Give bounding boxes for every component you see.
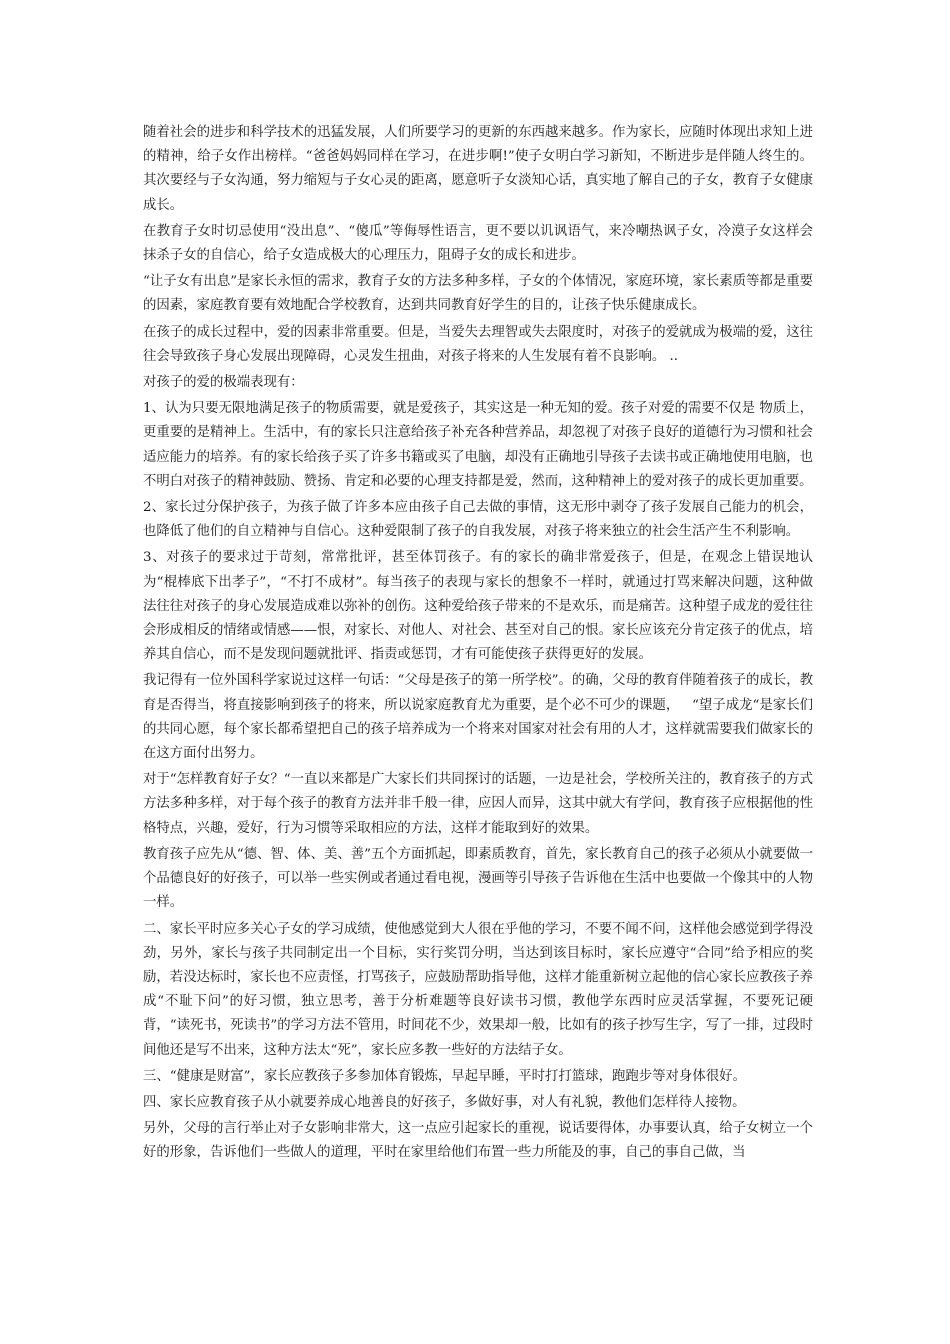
- document-body: [143, 121, 813, 1168]
- paragraph-14: 四、家长应教育孩子从小就要养成心地善良的好孩子，多做好事，对人有礼貌，教他们怎样待人接物。: [143, 1094, 746, 1110]
- paragraph-9: 我记得有一位外国科学家说过这样一句话：“父母是孩子的第一所学校”。的确，父母的教育伴随着孩子的成长，教育是否得当，将直接影响到孩子的将来，所以说家庭教育尤为重要，是个必不可少的课题， “望子成龙“是家长们的共同心愿，每个家长都希望把自己的孩子培养成为一个将来对国家对社会有用的人才，这样就需要我们做家长的在这方面付出努力。: [143, 673, 813, 762]
- paragraph-1: 随着社会的进步和科学技术的迅猛发展，人们所要学习的更新的东西越来越多。作为家长，应随时体现出求知上进的精神，给子女作出榜样。“爸爸妈妈同样在学习，在进步啊!”使子女明白学习新知，不断进步是伴随人终生的。其次要经与子女沟通，努力缩短与子女心灵的距离，愿意听子女淡知心话，真实地了解自己的子女，教育子女健康成长。: [143, 125, 813, 213]
- paragraph-4: 在孩子的成长过程中，爱的因素非常重要。但是，当爱失去理智或失去限度时，对孩子的爱就成为极端的爱，这往往会导致孩子身心发展出现障碍，心灵发生扭曲，对孩子将来的人生发展有着不良影响。 ..: [143, 324, 813, 364]
- paragraph-13: 三、“健康是财富”，家长应教孩子多参加体育锻炼，早起早睡，平时打打篮球，跑跑步等对身体很好。: [143, 1068, 746, 1084]
- paragraph-15: 另外，父母的言行举止对子女影响非常大，这一点应引起家长的重视，说话要得体，办事要认真，给子女树立一个好的形象，告诉他们一些做人的道理，平时在家里给他们布置一些力所能及的事，自己的事自己做，当: [143, 1121, 813, 1161]
- paragraph-2: 在教育子女时切忌使用“没出息”、“傻瓜”等侮辱性语言，更不要以讥讽语气，来冷嘲热讽子女，冷漠子女这样会抹杀子女的自信心，给子女造成极大的心理压力，阻碍子女的成长和进步。: [143, 223, 813, 264]
- paragraph-11: 教育孩子应先从“德、智、体、美、善”五个方面抓起，即素质教育，首先，家长教育自己的孩子必须从小就要做一个品德良好的好孩子，可以举一些实例或者通过看电视，漫画等引导孩子告诉他在生活中也要做一个像其中的人物一样。: [143, 846, 813, 911]
- paragraph-10: 对于“怎样教育好子女？“一直以来都是广大家长们共同探讨的话题，一边是社会，学校所关注的，教育孩子的方式方法多种多样，对于每个孩子的教育方法并非千般一律，应因人而异，这其中就大有学问，教育孩子应根据他的性格特点，兴趣，爱好，行为习惯等采取相应的方法，这样才能取到好的效果。: [143, 772, 813, 836]
- paragraph-12: 二、家长平时应多关心子女的学习成绩，使他感觉到大人很在乎他的学习，不要不闻不问，这样他会感觉到学得没劲，另外，家长与孩子共同制定出一个目标，实行奖罚分明，当达到该目标时，家长应遵守“合同”给予相应的奖励，若没达标时，家长也不应责怪，打骂孩子，应鼓励帮助指导他，这样才能重新树立起他的信心家长应教孩子养成“不耻下问”的好习惯，独立思考，善于分析难题等良好读书习惯，教他学东西时应灵活掌握，不要死记硬背，“读死书，死读书”的学习方法不管用，时间花不少，效果却一般，比如有的孩子抄写生字，写了一排，过段时间他还是写不出来，这种方法太“死”，家长应多教一些好的方法结子女。: [143, 921, 813, 1058]
- paragraph-7: 2、家长过分保护孩子，为孩子做了许多本应由孩子自己去做的事情，这无形中剥夺了孩子发展自己能力的机会，也降低了他们的自立精神与自信心。这种爱限制了孩子的自我发展，对孩子将来独立的社会生活产生不利影响。: [143, 500, 813, 540]
- paragraph-6: 1、认为只要无限地满足孩子的物质需要，就是爱孩子，其实这是一种无知的爱。孩子对爱的需要不仅是 物质上，更重要的是精神上。生活中，有的家长只注意给孩子补充各种营养品，却忽视了对孩子良好的道德行为习惯和社会适应能力的培养。有的家长给孩子买了许多书籍或买了电脑，却没有正确地引导孩子去读书或正确地使用电脑，也不明白对孩子的精神鼓励、赞扬、肯定和必要的心理支持都是爱，然而，这种精神上的爱对孩子的成长更加重要。: [143, 401, 813, 489]
- paragraph-5: 对孩子的爱的极端表现有：: [143, 375, 304, 391]
- paragraph-3: “让子女有出息”是家长永恒的需求，教育子女的方法多种多样，子女的个体情况，家庭环境，家长素质等都是重要的因素，家庭教育要有效地配合学校教育，达到共同教育好学生的目的，让孩子快乐健康成长。: [143, 274, 813, 314]
- paragraph-8: 3、对孩子的要求过于苛刻，常常批评，甚至体罚孩子。有的家长的确非常爱孩子，但是，在观念上错误地认为“棍棒底下出孝子”，“不打不成材”。每当孩子的表现与家长的想象不一样时，就通过打骂来解决问题，这种做法往往对孩子的身心发展造成难以弥补的创伤。这种爱给孩子带来的不是欢乐，而是痛苦。这种望子成龙的爱往往会形成相反的情绪或情感——恨，对家长、对他人、对社会、甚至对自己的恨。家长应该充分肯定孩子的优点，培养其自信心，而不是发现问题就批评、指责或惩罚，才有可能使孩子获得更好的发展。: [143, 550, 813, 663]
